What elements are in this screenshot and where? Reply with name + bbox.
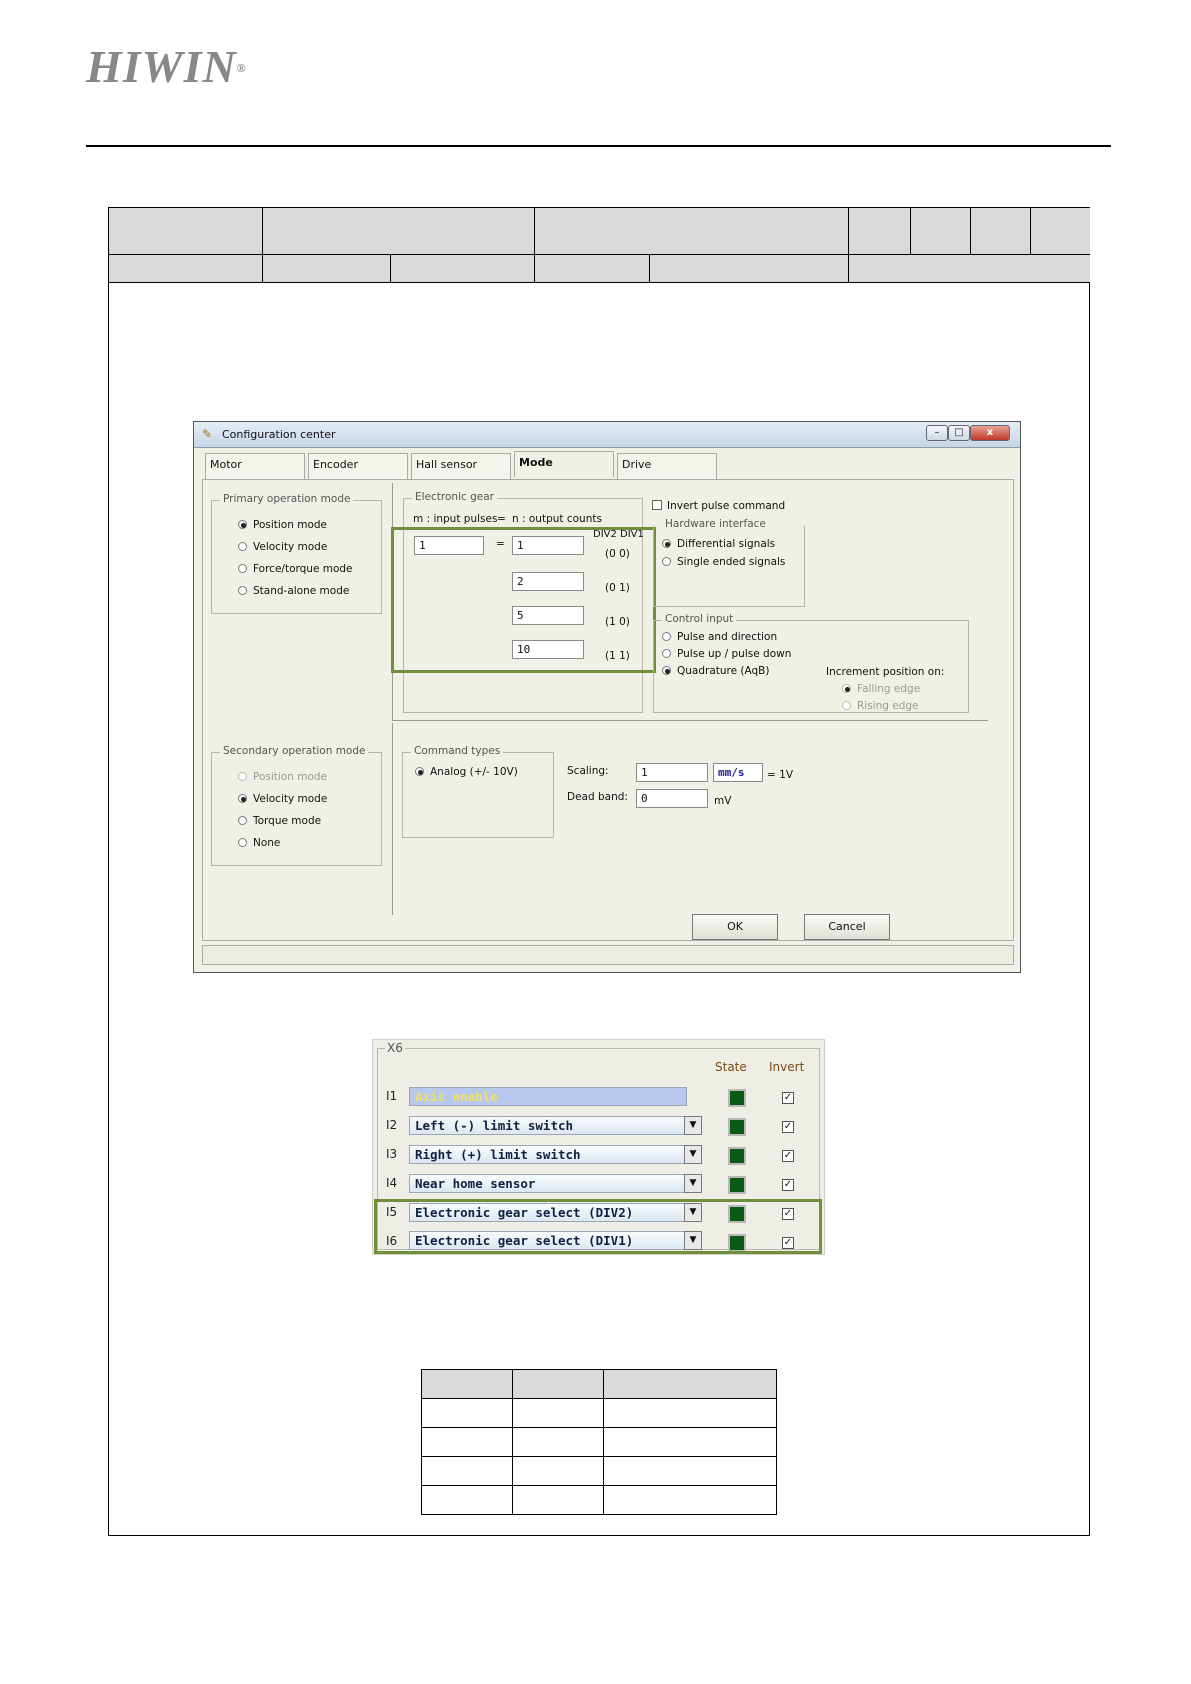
n-output-field-00[interactable]: 1 [512,536,584,555]
command-types-label: Command types [411,745,503,757]
state-column-header: State [715,1060,747,1074]
chevron-down-icon[interactable]: ▼ [684,1231,702,1250]
scaling-suffix: = 1V [767,769,793,781]
table-header-cell [1031,208,1090,255]
state-indicator [728,1118,746,1136]
checkbox-icon [652,500,662,510]
input-function-select[interactable]: Electronic gear select (DIV2) [409,1203,691,1222]
radio-falling-edge: Falling edge [842,683,920,695]
m-input-field[interactable]: 1 [414,536,484,555]
radio-force-torque-mode[interactable]: Force/torque mode [238,563,353,575]
n-output-field-01[interactable]: 2 [512,572,584,591]
increment-position-label: Increment position on: [826,666,945,678]
invert-checkbox[interactable]: ✓ [783,1179,793,1190]
n-output-counts-label: n : output counts [512,513,602,525]
invert-pulse-checkbox[interactable]: Invert pulse command [652,500,785,512]
x6-input-panel [372,1039,825,1255]
radio-selected-icon [238,520,247,529]
primary-mode-group [211,493,382,614]
table-header-cell [263,255,391,283]
dead-band-unit: mV [714,795,732,807]
div-inputs-highlight [374,1199,822,1254]
radio-analog[interactable]: Analog (+/- 10V) [415,766,518,778]
scaling-input[interactable]: 1 [636,763,708,782]
radio-selected-icon [662,666,671,675]
div-code-01: (0 1) [605,582,630,594]
invert-checkbox[interactable]: ✓ [783,1237,793,1248]
tab-motor[interactable]: Motor [205,453,305,479]
tab-hall-sensor[interactable]: Hall sensor [411,453,511,479]
div-selection-table [421,1369,777,1515]
radio-disabled-icon [842,701,851,710]
input-id: I6 [386,1234,398,1248]
chevron-down-icon[interactable]: ▼ [684,1203,702,1222]
minimize-button[interactable]: – [926,425,948,441]
table-header-cell [650,255,849,283]
input-id: I5 [386,1205,398,1219]
scaling-label: Scaling: [567,765,609,777]
radio-secondary-torque-mode[interactable]: Torque mode [238,815,321,827]
dead-band-label: Dead band: [567,791,628,803]
radio-pulse-and-direction[interactable]: Pulse and direction [662,631,777,643]
div-code-11: (1 1) [605,650,630,662]
radio-quadrature[interactable]: Quadrature (AqB) [662,665,770,677]
electronic-gear-label: Electronic gear [412,491,497,503]
radio-selected-icon [238,794,247,803]
dead-band-input[interactable]: 0 [636,789,708,808]
radio-rising-edge: Rising edge [842,700,919,712]
input-id: I4 [386,1176,398,1190]
input-function-select[interactable]: Right (+) limit switch [409,1145,691,1164]
chevron-down-icon[interactable]: ▼ [684,1145,702,1164]
m-input-pulses-label: m : input pulses [413,513,498,525]
radio-icon [662,649,671,658]
input-function-select[interactable]: Left (-) limit switch [409,1116,691,1135]
n-output-field-10[interactable]: 5 [512,606,584,625]
radio-differential-signals[interactable]: Differential signals [662,538,775,550]
x6-title: X6 [387,1041,403,1055]
invert-checkbox[interactable]: ✓ [783,1208,793,1219]
table-header-cell [535,255,650,283]
div-code-10: (1 0) [605,616,630,628]
status-bar [202,945,1014,965]
radio-velocity-mode[interactable]: Velocity mode [238,541,327,553]
tab-drive[interactable]: Drive [617,453,717,479]
primary-mode-label: Primary operation mode [220,493,353,505]
state-indicator [728,1089,746,1107]
radio-icon [662,632,671,641]
table-row [422,1399,777,1428]
state-indicator [728,1147,746,1165]
close-button[interactable]: x [970,425,1010,441]
config-app-icon: ✎ [202,427,213,441]
div-code-00: (0 0) [605,548,630,560]
control-input-group [653,613,969,713]
radio-selected-icon [415,767,424,776]
table-header-cell [109,255,263,283]
radio-icon [238,816,247,825]
cancel-button[interactable]: Cancel [804,914,890,940]
hardware-interface-label: Hardware interface [662,518,769,530]
radio-single-ended-signals[interactable]: Single ended signals [662,556,785,568]
invert-checkbox[interactable]: ✓ [783,1121,793,1132]
invert-checkbox[interactable]: ✓ [783,1150,793,1161]
input-function-select[interactable]: Axis enable [409,1087,687,1106]
secondary-mode-group [211,745,382,866]
table-header-cell [971,208,1031,255]
input-id: I1 [386,1089,398,1103]
hardware-interface-group [653,518,805,607]
tab-mode[interactable]: Mode [514,451,614,477]
tab-encoder[interactable]: Encoder [308,453,408,479]
table-header-cell [911,208,971,255]
equals-label: = [497,513,506,525]
table-header-cell [109,208,263,255]
chevron-down-icon[interactable]: ▼ [684,1174,702,1193]
table-header-cell [391,255,535,283]
invert-checkbox[interactable]: ✓ [783,1092,793,1103]
secondary-mode-label: Secondary operation mode [220,745,368,757]
state-indicator [728,1176,746,1194]
window-titlebar [194,422,1020,448]
table-header-cell [263,208,535,255]
div-header-label: DIV2 DIV1 [593,529,644,540]
radio-secondary-velocity-mode[interactable]: Velocity mode [238,793,327,805]
window-title: Configuration center [222,428,336,441]
input-function-select[interactable]: Near home sensor [409,1174,691,1193]
table-header-cell [535,208,849,255]
command-types-group [402,745,554,838]
table-header-cell [849,255,1090,283]
maximize-button[interactable]: □ [948,425,970,441]
chevron-down-icon[interactable]: ▼ [684,1116,702,1135]
radio-icon [238,542,247,551]
input-id: I2 [386,1118,398,1132]
table-header-cell [849,208,911,255]
input-function-select[interactable]: Electronic gear select (DIV1) [409,1231,691,1250]
radio-icon [238,564,247,573]
equals-label: = [496,538,505,550]
hiwin-logo: HIWIN® [86,41,247,92]
ok-button[interactable]: OK [692,914,778,940]
radio-icon [238,586,247,595]
header-rule [86,145,1111,147]
radio-icon [238,838,247,847]
radio-disabled-icon [238,772,247,781]
table-row [422,1457,777,1486]
radio-secondary-none[interactable]: None [238,837,280,849]
radio-selected-icon [842,684,851,693]
scaling-unit-field[interactable]: mm/s [713,763,763,782]
n-output-field-11[interactable]: 10 [512,640,584,659]
control-input-label: Control input [662,613,736,625]
radio-selected-icon [662,539,671,548]
table-row [422,1370,777,1399]
radio-position-mode[interactable]: Position mode [238,519,327,531]
radio-stand-alone-mode[interactable]: Stand-alone mode [238,585,349,597]
invert-column-header: Invert [769,1060,805,1074]
table-row [422,1428,777,1457]
table-row [422,1486,777,1515]
configuration-window [193,421,1021,973]
input-id: I3 [386,1147,398,1161]
electronic-gear-highlight [391,527,656,673]
radio-secondary-position-mode: Position mode [238,771,327,783]
radio-icon [662,557,671,566]
radio-pulse-up-down[interactable]: Pulse up / pulse down [662,648,791,660]
